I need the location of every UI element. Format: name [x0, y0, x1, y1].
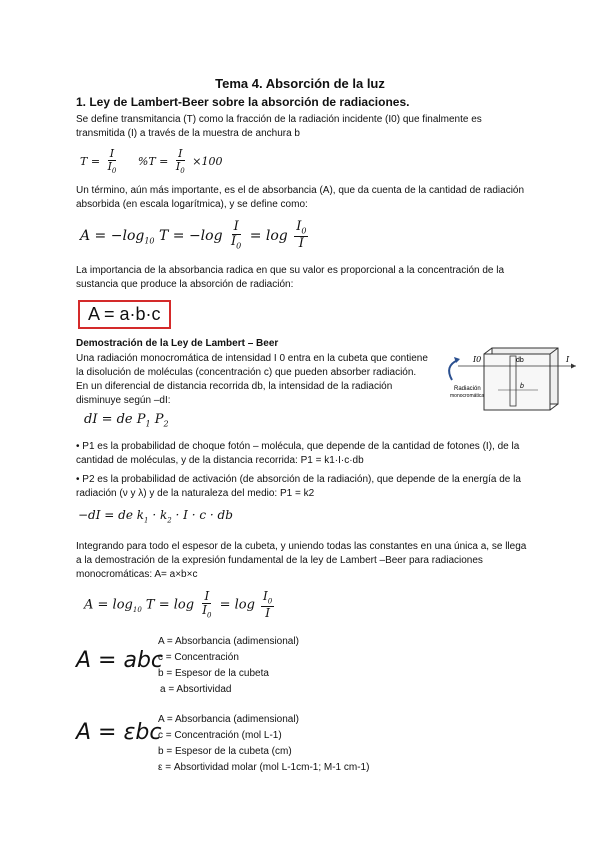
diagram-label-b: b — [520, 383, 524, 390]
paragraph-line: Una radiación monocromática de intensidad I 0 entra en la cubeta que contiene — [76, 353, 428, 364]
definitions-list-2 — [158, 712, 369, 776]
paragraph-line: la disolución de moléculas (concentración c) que pueden absorber radiación. — [76, 367, 417, 378]
paragraph-line: absorbida (en escala logarítmica), y se define como: — [76, 199, 308, 210]
diagram-label-db: db — [516, 357, 524, 364]
definition-item: A = Absorbancia (adimensional) — [158, 714, 299, 725]
paragraph-line: a la demostración de la expresión fundamental de la ley de Lambert –Beer para radiaciones — [76, 555, 483, 566]
diagram-label-monochromatic: monocromática — [450, 393, 485, 399]
page-title: Tema 4. Absorción de la luz — [215, 76, 385, 91]
paragraph-line: Se define transmitancia (T) como la fracción de la radiación incidente (I0) que finalmente es — [76, 114, 482, 125]
section-heading: 1. Ley de Lambert-Beer sobre la absorción de radiaciones. — [76, 95, 410, 109]
paragraph-line: Un término, aún más importante, es el de absorbancia (A), que da cuenta de la cantidad de radiación — [76, 185, 525, 196]
boxed-equation: A = a·b·c — [78, 300, 171, 329]
differential-equation-expanded: −dI = de $k_1 \cdot k_2 \cdot I \cdot c$ · db — [78, 508, 233, 525]
definition-item: A = Absorbancia (adimensional) — [158, 636, 299, 647]
paragraph-line: sustancia que produce la absorción de radiación: — [76, 279, 294, 290]
paragraph-line: En un diferencial de distancia recorrida db, la intensidad de la radiación — [76, 381, 393, 392]
equation-ebc: A = εbc — [76, 720, 162, 745]
bullet-line: • P1 es la probabilidad de choque fotón – molécula, que depende de la cantidad de fotones (I), de la — [76, 441, 520, 452]
definitions-list-1 — [158, 634, 299, 698]
definition-item: b = Espesor de la cubeta — [158, 668, 269, 679]
definition-item: c = Concentración (mol L-1) — [158, 730, 282, 741]
diagram-label-radiation: Radiación — [454, 386, 481, 392]
paragraph-line: Integrando para todo el espesor de la cubeta, y uniendo todas las constantes en una única a, se llega — [76, 541, 527, 552]
paragraph-line: disminuye según –dI: — [76, 395, 171, 406]
diagram-label-i: I — [566, 355, 570, 364]
absorbance-equation-2: $A = \log_{10} T = \log$ $\frac{I}{I_0}$ = log $\frac{I_0}{I}$ — [84, 589, 273, 621]
bullet-line: • P2 es la probabilidad de activación (de absorción de la radiación), que depende de la energía de la — [76, 474, 521, 485]
definition-item: b = Espesor de la cubeta (cm) — [158, 746, 292, 757]
definition-item: c = Concentración — [158, 652, 239, 663]
transmittance-equation: T = $\frac{I}{I_0}$ %T = $\frac{I}{I_0}$ ×100 — [80, 147, 223, 176]
bullet-line: radiación (ν y λ) y de la naturaleza del medio: P1 = k2 — [76, 488, 315, 499]
cuvette-diagram — [440, 346, 580, 414]
subsection-heading: Demostración de la Ley de Lambert – Beer — [76, 338, 279, 349]
definition-item: ε = Absortividad molar (mol L-1cm-1; M-1 cm-1) — [158, 762, 370, 773]
equation-abc: A = abc — [76, 648, 164, 673]
definition-item: a = Absortividad — [160, 684, 232, 695]
absorbance-equation: $A = -\log_{10}$ T = −log $\frac{I}{I_0}$ = log $\frac{I_0}{I}$ — [80, 219, 307, 252]
paragraph-line: transmitida (I) a través de la muestra de anchura b — [76, 128, 300, 139]
paragraph-line: La importancia de la absorbancia radica en que su valor es proporcional a la concentración de la — [76, 265, 505, 276]
bullet-line: cantidad de moléculas, y de la distancia recorrida: P1 = k1·I·c·db — [76, 455, 364, 466]
diagram-label-i0: I0 — [473, 355, 482, 364]
paragraph-line: monocromáticas: A= a×b×c — [76, 569, 198, 580]
differential-equation: dI = de $P_1$ $P_2$ — [84, 412, 169, 429]
